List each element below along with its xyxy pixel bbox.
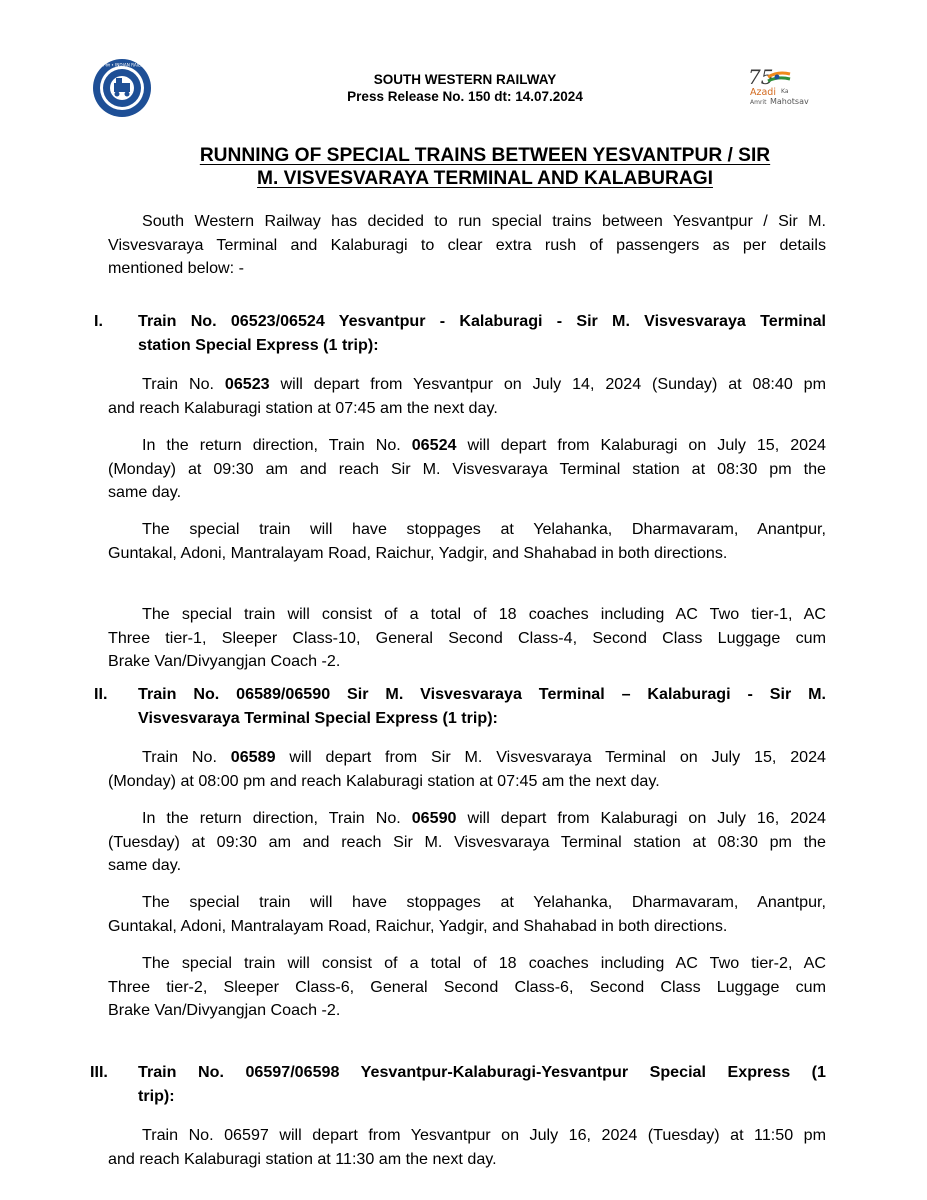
intro-line-1: South Western Railway has decided to run special trains between Yesvantpur / Sir M. — [142, 212, 826, 230]
train-number-06590: 06590 — [411, 809, 457, 827]
logo-right-ka: Ka — [781, 88, 789, 95]
section-2-departure-paragraph: Train No. 06589 will depart from Sir M. Visvesvaraya Terminal on July 15, 2024 (Monday) at 08:00 pm and reach Kalaburagi station at 07:45 am the next day. — [108, 748, 826, 790]
section-1-departure-paragraph: Train No. 06523 will depart from Yesvantpur on July 14, 2024 (Sunday) at 08:40 pm and reach Kalaburagi station at 07:45 am the next day. — [108, 375, 826, 417]
section-1-stoppages-paragraph: The special train will have stoppages at Yelahanka, Dharmavaram, Anantpur, Guntakal, Adoni, Mantralayam Road, Raichur, Yadgir, and Shahabad in both directions. — [108, 520, 826, 562]
logo-right-amrit: Amrit — [750, 99, 767, 106]
section-3-heading-line-2: trip): — [138, 1086, 175, 1105]
section-2-number: II. — [94, 685, 108, 703]
organization-name: SOUTH WESTERN RAILWAY — [373, 72, 557, 87]
press-release-number: Press Release No. 150 dt: 14.07.2024 — [347, 89, 583, 104]
section-1-return-paragraph: In the return direction, Train No. 06524 will depart from Kalaburagi on July 15, 2024 (Monday) at 09:30 am and reach Sir M. Visvesvaraya Terminal station at 08:30 pm the same day. — [108, 436, 826, 501]
section-2-return-paragraph: In the return direction, Train No. 06590 will depart from Kalaburagi on July 16, 2024 (Tuesday) at 09:30 am and reach Sir M. Visvesvaraya Terminal station at 08:30 pm the same day. — [108, 809, 826, 874]
logo-left-text: भारतीय रेल • INDIAN RAILWAYS — [92, 62, 152, 68]
train-number-06523: 06523 — [224, 375, 270, 393]
section-1-number: I. — [94, 312, 103, 330]
section-3-departure-paragraph: Train No. 06597 will depart from Yesvantpur on July 16, 2024 (Tuesday) at 11:50 pm and reach Kalaburagi station at 11:30 am the next day. — [108, 1126, 826, 1168]
section-2-coaches-paragraph: The special train will consist of a total of 18 coaches including AC Two tier-2, AC Three tier-2, Sleeper Class-6, General Second Class-6, Second Class Luggage cum Brake Van/Divyangjan Coach -2. — [108, 954, 826, 1019]
azadi-ka-amrit-mahotsav-logo — [744, 64, 816, 110]
section-1-coaches-paragraph: The special train will consist of a total of 18 coaches including AC Two tier-1, AC Three tier-1, Sleeper Class-10, General Second Class-4, Second Class Luggage cum Brake Van/Divyangjan Coach -2. — [108, 605, 826, 670]
section-3-number: III. — [90, 1063, 108, 1081]
section-3-heading-line-1: Train No. 06597/06598 Yesvantpur-Kalaburagi-Yesvantpur Special Express (1 — [138, 1063, 826, 1081]
train-number-06524: 06524 — [411, 436, 457, 454]
section-1-heading-line-2: station Special Express (1 trip): — [138, 335, 379, 354]
logo-right-mahotsav: Mahotsav — [770, 97, 809, 106]
section-2-heading — [138, 683, 826, 730]
document-title-line-2: M. VISVESVARAYA TERMINAL AND KALABURAGI — [257, 168, 713, 189]
section-2-stoppages-paragraph: The special train will have stoppages at Yelahanka, Dharmavaram, Anantpur, Guntakal, Adoni, Mantralayam Road, Raichur, Yadgir, and Shahabad in both directions. — [108, 893, 826, 935]
intro-line-2: Visvesvaraya Terminal and Kalaburagi to clear extra rush of passengers as per details — [108, 235, 826, 254]
logo-right-number: 75 — [748, 65, 774, 89]
logo-right-azadi: Azadi — [750, 87, 776, 98]
section-1-heading — [138, 310, 826, 357]
section-2-heading-line-1: Train No. 06589/06590 Sir M. Visvesvaraya Terminal – Kalaburagi - Sir M. — [138, 685, 826, 703]
intro-paragraph — [108, 210, 826, 281]
indian-railways-logo — [92, 58, 152, 118]
document-title-line-1: RUNNING OF SPECIAL TRAINS BETWEEN YESVANTPUR / SIR — [199, 145, 771, 166]
section-3-heading — [138, 1061, 826, 1108]
section-2-heading-line-2: Visvesvaraya Terminal Special Express (1 trip): — [138, 708, 498, 727]
intro-line-3: mentioned below: - — [108, 259, 244, 277]
train-number-06589: 06589 — [230, 748, 276, 766]
section-1-heading-line-1: Train No. 06523/06524 Yesvantpur - Kalaburagi - Sir M. Visvesvaraya Terminal — [138, 312, 826, 330]
